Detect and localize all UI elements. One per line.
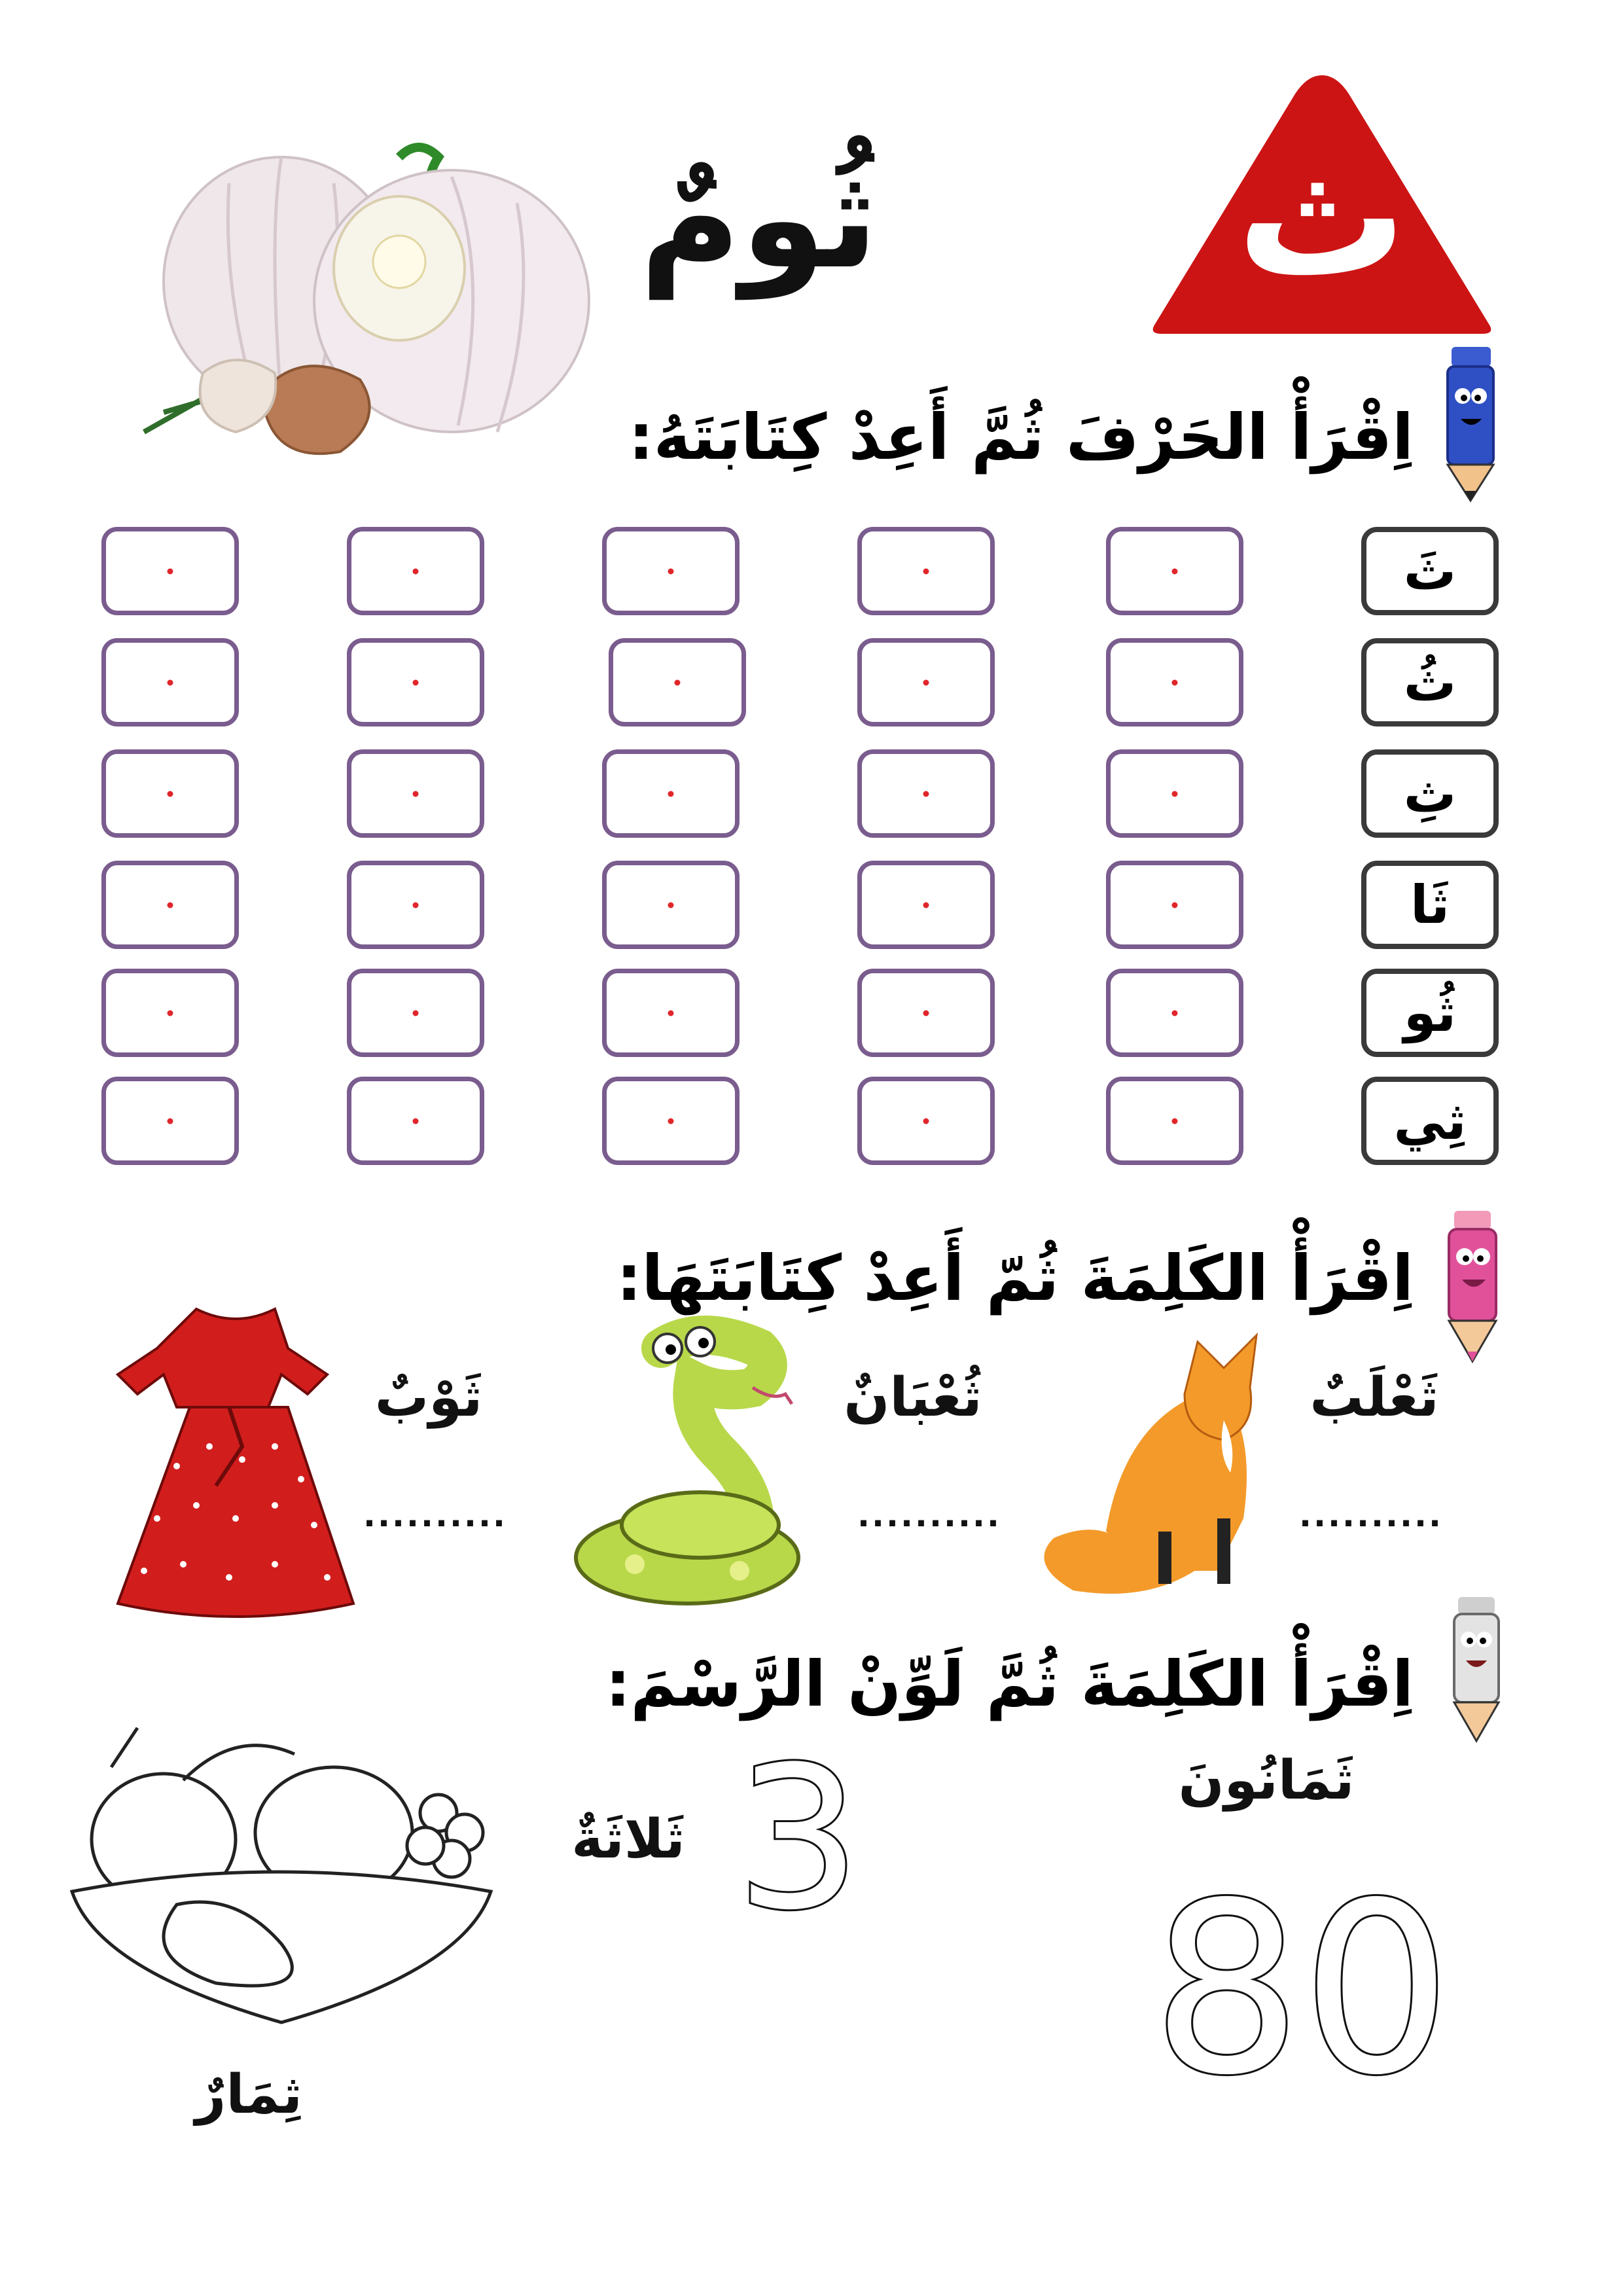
practice-box[interactable]: [602, 1077, 740, 1165]
number-eighty[interactable]: 80: [1152, 1852, 1452, 2126]
practice-box[interactable]: [347, 969, 484, 1057]
start-dot: [1172, 1010, 1178, 1016]
number-three[interactable]: 3: [736, 1725, 861, 1953]
word-three: ثَلاثَةٌ: [571, 1808, 685, 1871]
practice-box[interactable]: [1106, 749, 1243, 838]
practice-box[interactable]: [857, 638, 995, 726]
practice-box[interactable]: [101, 527, 239, 615]
start-dot: [923, 1010, 929, 1016]
start-dot: [1172, 1118, 1178, 1124]
start-dot: [675, 679, 681, 685]
writing-line[interactable]: ..........: [1299, 1496, 1443, 1534]
start-dot: [1172, 791, 1178, 797]
start-dot: [413, 1118, 419, 1124]
practice-box[interactable]: [1106, 638, 1243, 726]
practice-box[interactable]: [857, 861, 995, 949]
pencil-icon-blue: [1440, 340, 1499, 504]
start-dot: [923, 1118, 929, 1124]
start-dot: [1172, 902, 1178, 908]
sample-letter-box: ثُو: [1361, 969, 1499, 1057]
start-dot: [168, 1010, 173, 1016]
garlic-image: [124, 131, 596, 471]
practice-box[interactable]: [101, 749, 239, 838]
practice-box[interactable]: [602, 749, 740, 838]
practice-box[interactable]: [1106, 527, 1243, 615]
practice-box[interactable]: [101, 638, 239, 726]
practice-box[interactable]: [347, 527, 484, 615]
word-snake: ثُعْبَانٌ: [844, 1367, 982, 1429]
practice-box[interactable]: [1106, 1077, 1243, 1165]
practice-box[interactable]: [602, 527, 740, 615]
start-dot: [923, 791, 929, 797]
start-dot: [168, 1118, 173, 1124]
start-dot: [1172, 568, 1178, 574]
word-fruits: ثِمَارٌ: [195, 2064, 302, 2126]
sample-letter-box: ثَا: [1361, 861, 1499, 949]
sample-letter-box: ثَ: [1361, 527, 1499, 615]
start-dot: [168, 791, 173, 797]
practice-box[interactable]: [609, 638, 746, 726]
practice-box[interactable]: [347, 749, 484, 838]
sample-letter-box: ثِي: [1361, 1077, 1499, 1165]
section2-instruction: اِقْرَأْ الكَلِمَةَ ثُمّ أَعِدْ كِتَابَتَهَا:: [616, 1242, 1414, 1315]
start-dot: [413, 568, 419, 574]
start-dot: [668, 902, 674, 908]
word-fox: ثَعْلَبٌ: [1310, 1367, 1439, 1429]
start-dot: [413, 902, 419, 908]
start-dot: [923, 568, 929, 574]
practice-box[interactable]: [857, 1077, 995, 1165]
start-dot: [413, 679, 419, 685]
start-dot: [168, 679, 173, 685]
start-dot: [923, 679, 929, 685]
writing-line[interactable]: ..........: [857, 1496, 1001, 1534]
start-dot: [923, 902, 929, 908]
start-dot: [1172, 679, 1178, 685]
start-dot: [668, 1010, 674, 1016]
start-dot: [168, 902, 173, 908]
snake-image: [569, 1309, 818, 1617]
practice-box[interactable]: [602, 861, 740, 949]
section3-instruction: اِقْرَأْ الكَلِمَةَ ثُمَّ لَوِّنْ الرَّسْمَ:: [605, 1647, 1414, 1721]
start-dot: [668, 791, 674, 797]
practice-box[interactable]: [602, 969, 740, 1057]
pencil-icon-pink: [1440, 1208, 1505, 1365]
start-dot: [668, 1118, 674, 1124]
practice-box[interactable]: [857, 527, 995, 615]
practice-box[interactable]: [101, 969, 239, 1057]
badge-letter: ث: [1236, 117, 1408, 315]
practice-box[interactable]: [857, 969, 995, 1057]
writing-line[interactable]: ..........: [363, 1496, 507, 1534]
practice-box[interactable]: [101, 861, 239, 949]
practice-box[interactable]: [347, 1077, 484, 1165]
start-dot: [668, 568, 674, 574]
sample-letter-box: ثُ: [1361, 638, 1499, 726]
sample-letter-box: ثِ: [1361, 749, 1499, 838]
practice-box[interactable]: [347, 638, 484, 726]
word-eighty: ثَمَانُونَ: [1178, 1749, 1355, 1812]
practice-box[interactable]: [857, 749, 995, 838]
start-dot: [168, 568, 173, 574]
pencil-icon-grey: [1446, 1594, 1505, 1744]
fox-image: [1027, 1322, 1309, 1597]
header-word: ثُومٌ: [639, 139, 879, 299]
practice-box[interactable]: [347, 861, 484, 949]
practice-box[interactable]: [1106, 969, 1243, 1057]
practice-box[interactable]: [1106, 861, 1243, 949]
start-dot: [413, 791, 419, 797]
section1-instruction: اِقْرَأْ الحَرْفَ ثُمَّ أَعِدْ كِتَابَتَهُ:: [628, 401, 1414, 474]
word-dress: ثَوْبٌ: [374, 1367, 483, 1429]
fruit-basket-image[interactable]: [59, 1708, 504, 2062]
letter-badge: [1142, 62, 1502, 337]
dress-image: [98, 1296, 373, 1623]
practice-box[interactable]: [101, 1077, 239, 1165]
start-dot: [413, 1010, 419, 1016]
